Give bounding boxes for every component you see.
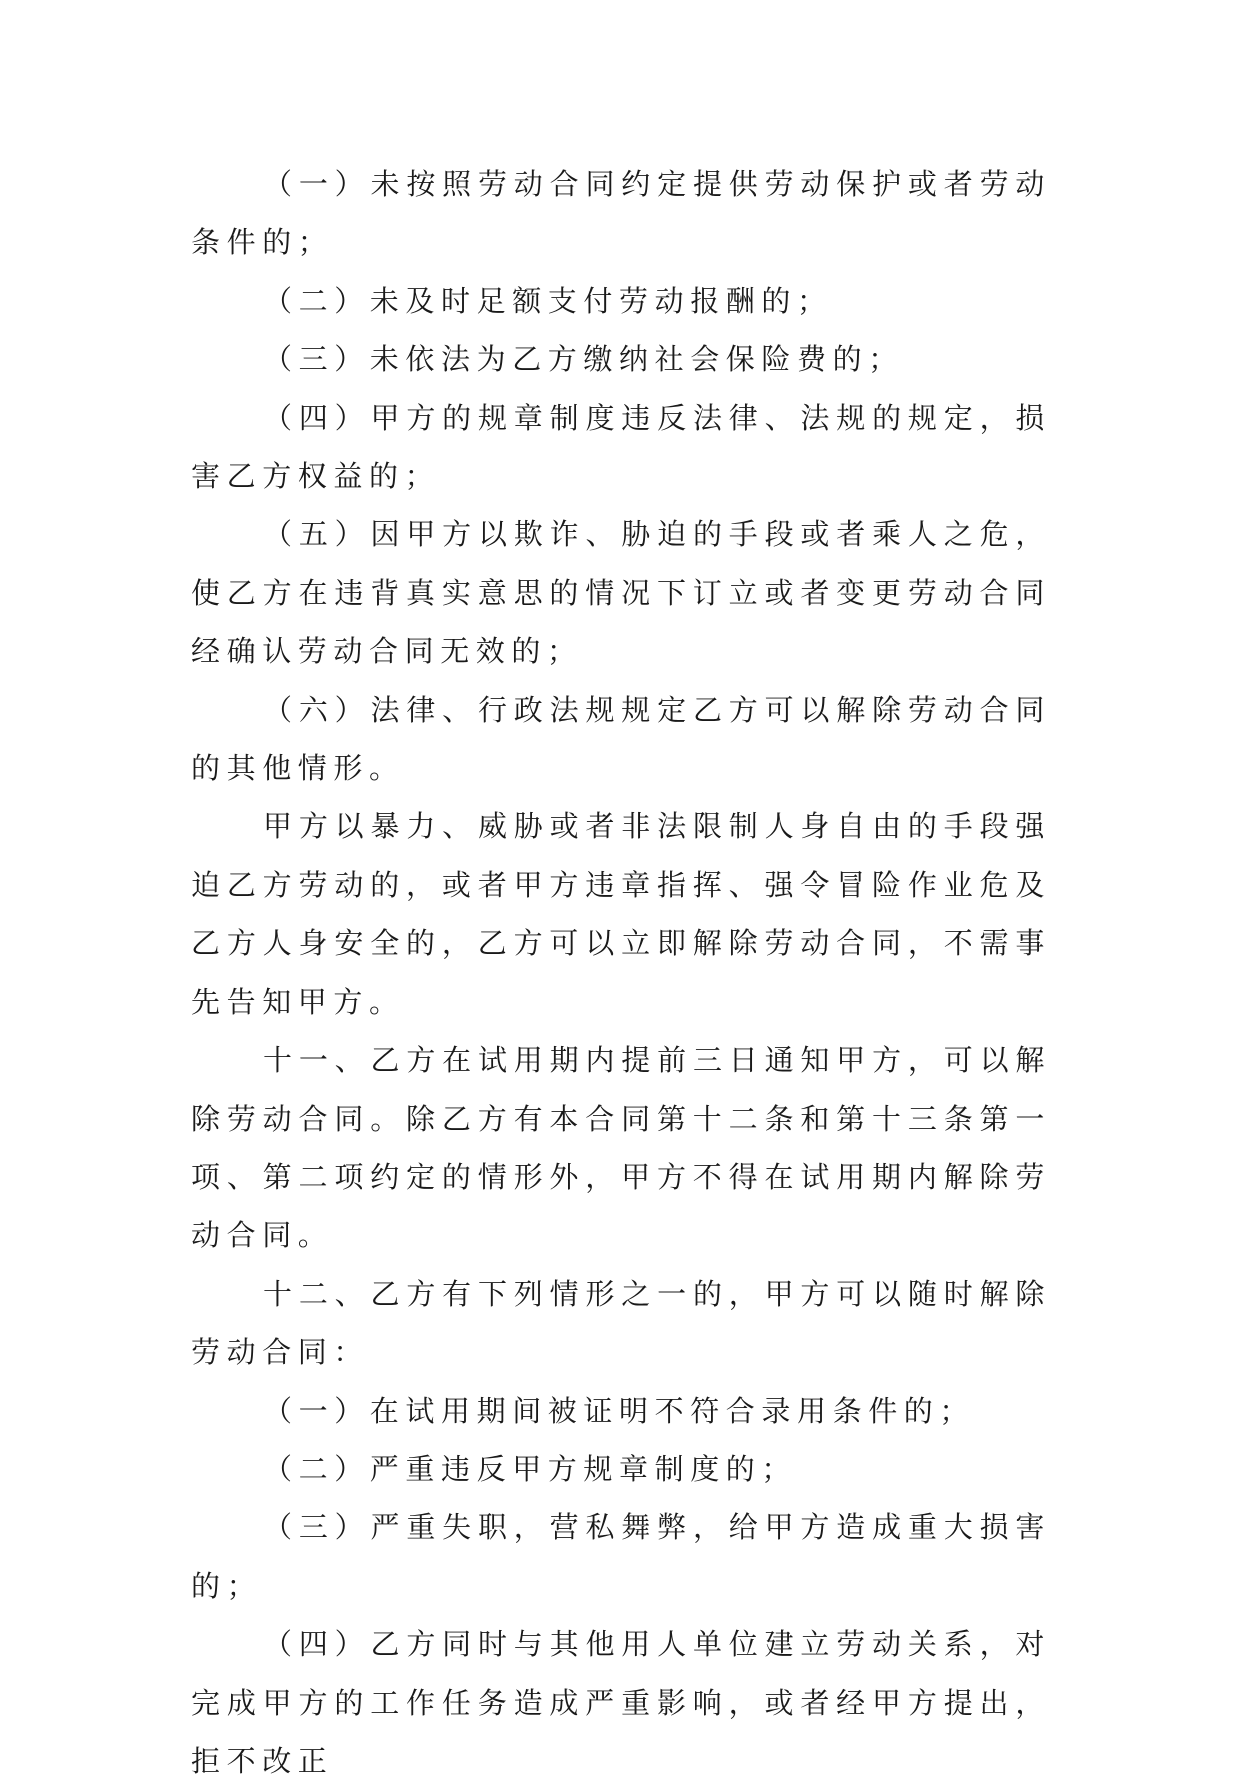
paragraph-article-12-item-4: （四）乙方同时与其他用人单位建立劳动关系，对完成甲方的工作任务造成严重影响，或者经甲方提出，拒不改正 [191,1627,1051,1778]
paragraph-article-11: 十一、乙方在试用期内提前三日通知甲方，可以解除劳动合同。除乙方有本合同第十二条和第十三条第一项、第二项约定的情形外，甲方不得在试用期内解除劳动合同。 [191,1043,1051,1253]
paragraph-article-12-item-2: （二）严重违反甲方规章制度的； [263,1451,798,1486]
paragraph-article-12: 十二、乙方有下列情形之一的，甲方可以随时解除劳动合同： [191,1276,1051,1370]
paragraph-article-12-item-1: （一）在试用期间被证明不符合录用条件的； [263,1393,976,1428]
paragraph-clause-5: （五）因甲方以欺诈、胁迫的手段或者乘人之危，使乙方在违背真实意思的情况下订立或者变更劳动合同经确认劳动合同无效的； [191,517,1051,669]
paragraph-article-12-item-3: （三）严重失职，营私舞弊，给甲方造成重大损害的； [191,1510,1051,1603]
paragraph-clause-6: （六）法律、行政法规规定乙方可以解除劳动合同的其他情形。 [191,692,1051,786]
paragraph-clause-4: （四）甲方的规章制度违反法律、法规的规定，损害乙方权益的； [191,400,1051,494]
document-body [191,155,1051,1790]
paragraph-clause-2: （二）未及时足额支付劳动报酬的； [263,283,833,318]
paragraph-clause-3: （三）未依法为乙方缴纳社会保险费的； [263,342,904,377]
paragraph-clause-1: （一）未按照劳动合同约定提供劳动保护或者劳动条件的； [191,167,1051,260]
paragraph-immediate-termination: 甲方以暴力、威胁或者非法限制人身自由的手段强迫乙方劳动的，或者甲方违章指挥、强令冒险作业危及乙方人身安全的，乙方可以立即解除劳动合同，不需事先告知甲方。 [191,809,1051,1019]
